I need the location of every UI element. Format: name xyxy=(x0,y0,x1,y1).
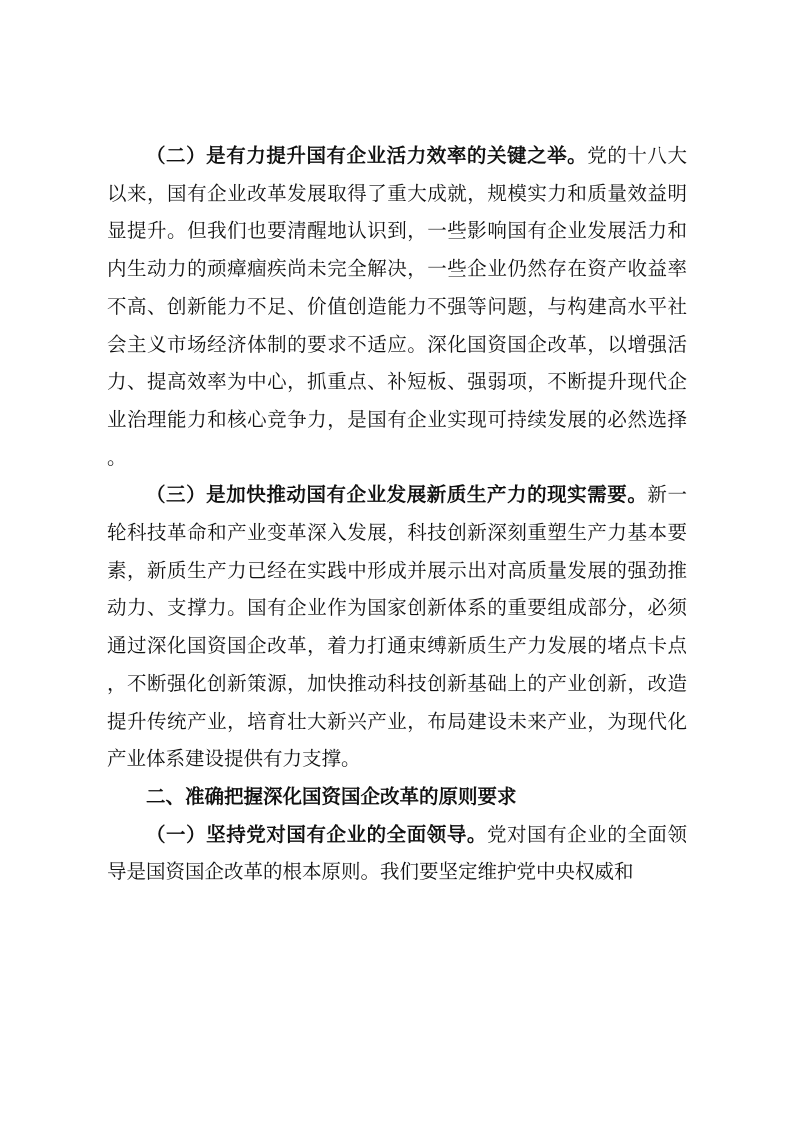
paragraph-3-lead: （三）是加快推动国有企业发展新质生产力的现实需要。 xyxy=(146,483,648,507)
document-page xyxy=(107,137,687,891)
paragraph-2-body: 党的十八大以来，国有企业改革发展取得了重大成就，规模实力和质量效益明显提升。但我们也要清醒地认识到，一些影响国有企业发展活力和内生动力的顽瘴痼疾尚未完全解决，一些企业仍然存在资产收益率不高、创新能力不足、价值创造能力不强等问题，与构建高水平社会主义市场经济体制的要求不适应。深化国资国企改革，以增强活力、提高效率为中心，抓重点、补短板、强弱项，不断提升现代企业治理能力和核心竞争力，是国有企业实现可持续发展的必然选择。 xyxy=(107,144,687,469)
paragraph-3-body: 新一轮科技革命和产业变革深入发展，科技创新深刻重塑生产力基本要素，新质生产力已经在实践中形成并展示出对高质量发展的强劲推动力、支撑力。国有企业作为国家创新体系的重要组成部分，必须通过深化国资国企改革，着力打通束缚新质生产力发展的堵点卡点，不断强化创新策源，加快推动科技创新基础上的产业创新，改造提升传统产业，培育壮大新兴产业，布局建设未来产业，为现代化产业体系建设提供有力支撑。 xyxy=(107,483,687,771)
paragraph-2 xyxy=(107,137,687,476)
paragraph-section2-1-lead: （一）坚持党对国有企业的全面领导。 xyxy=(146,822,487,846)
paragraph-section2-1-body: 党对国有企业的全面领导是国资国企改革的根本原则。我们要坚定维护党中央权威和 xyxy=(107,822,687,884)
paragraph-3 xyxy=(107,476,687,778)
section-heading-2: 二、准确把握深化国资国企改革的原则要求 xyxy=(146,784,517,808)
paragraph-section2-1 xyxy=(107,816,687,891)
paragraph-2-lead: （二）是有力提升国有企业活力效率的关键之举。 xyxy=(146,144,588,167)
